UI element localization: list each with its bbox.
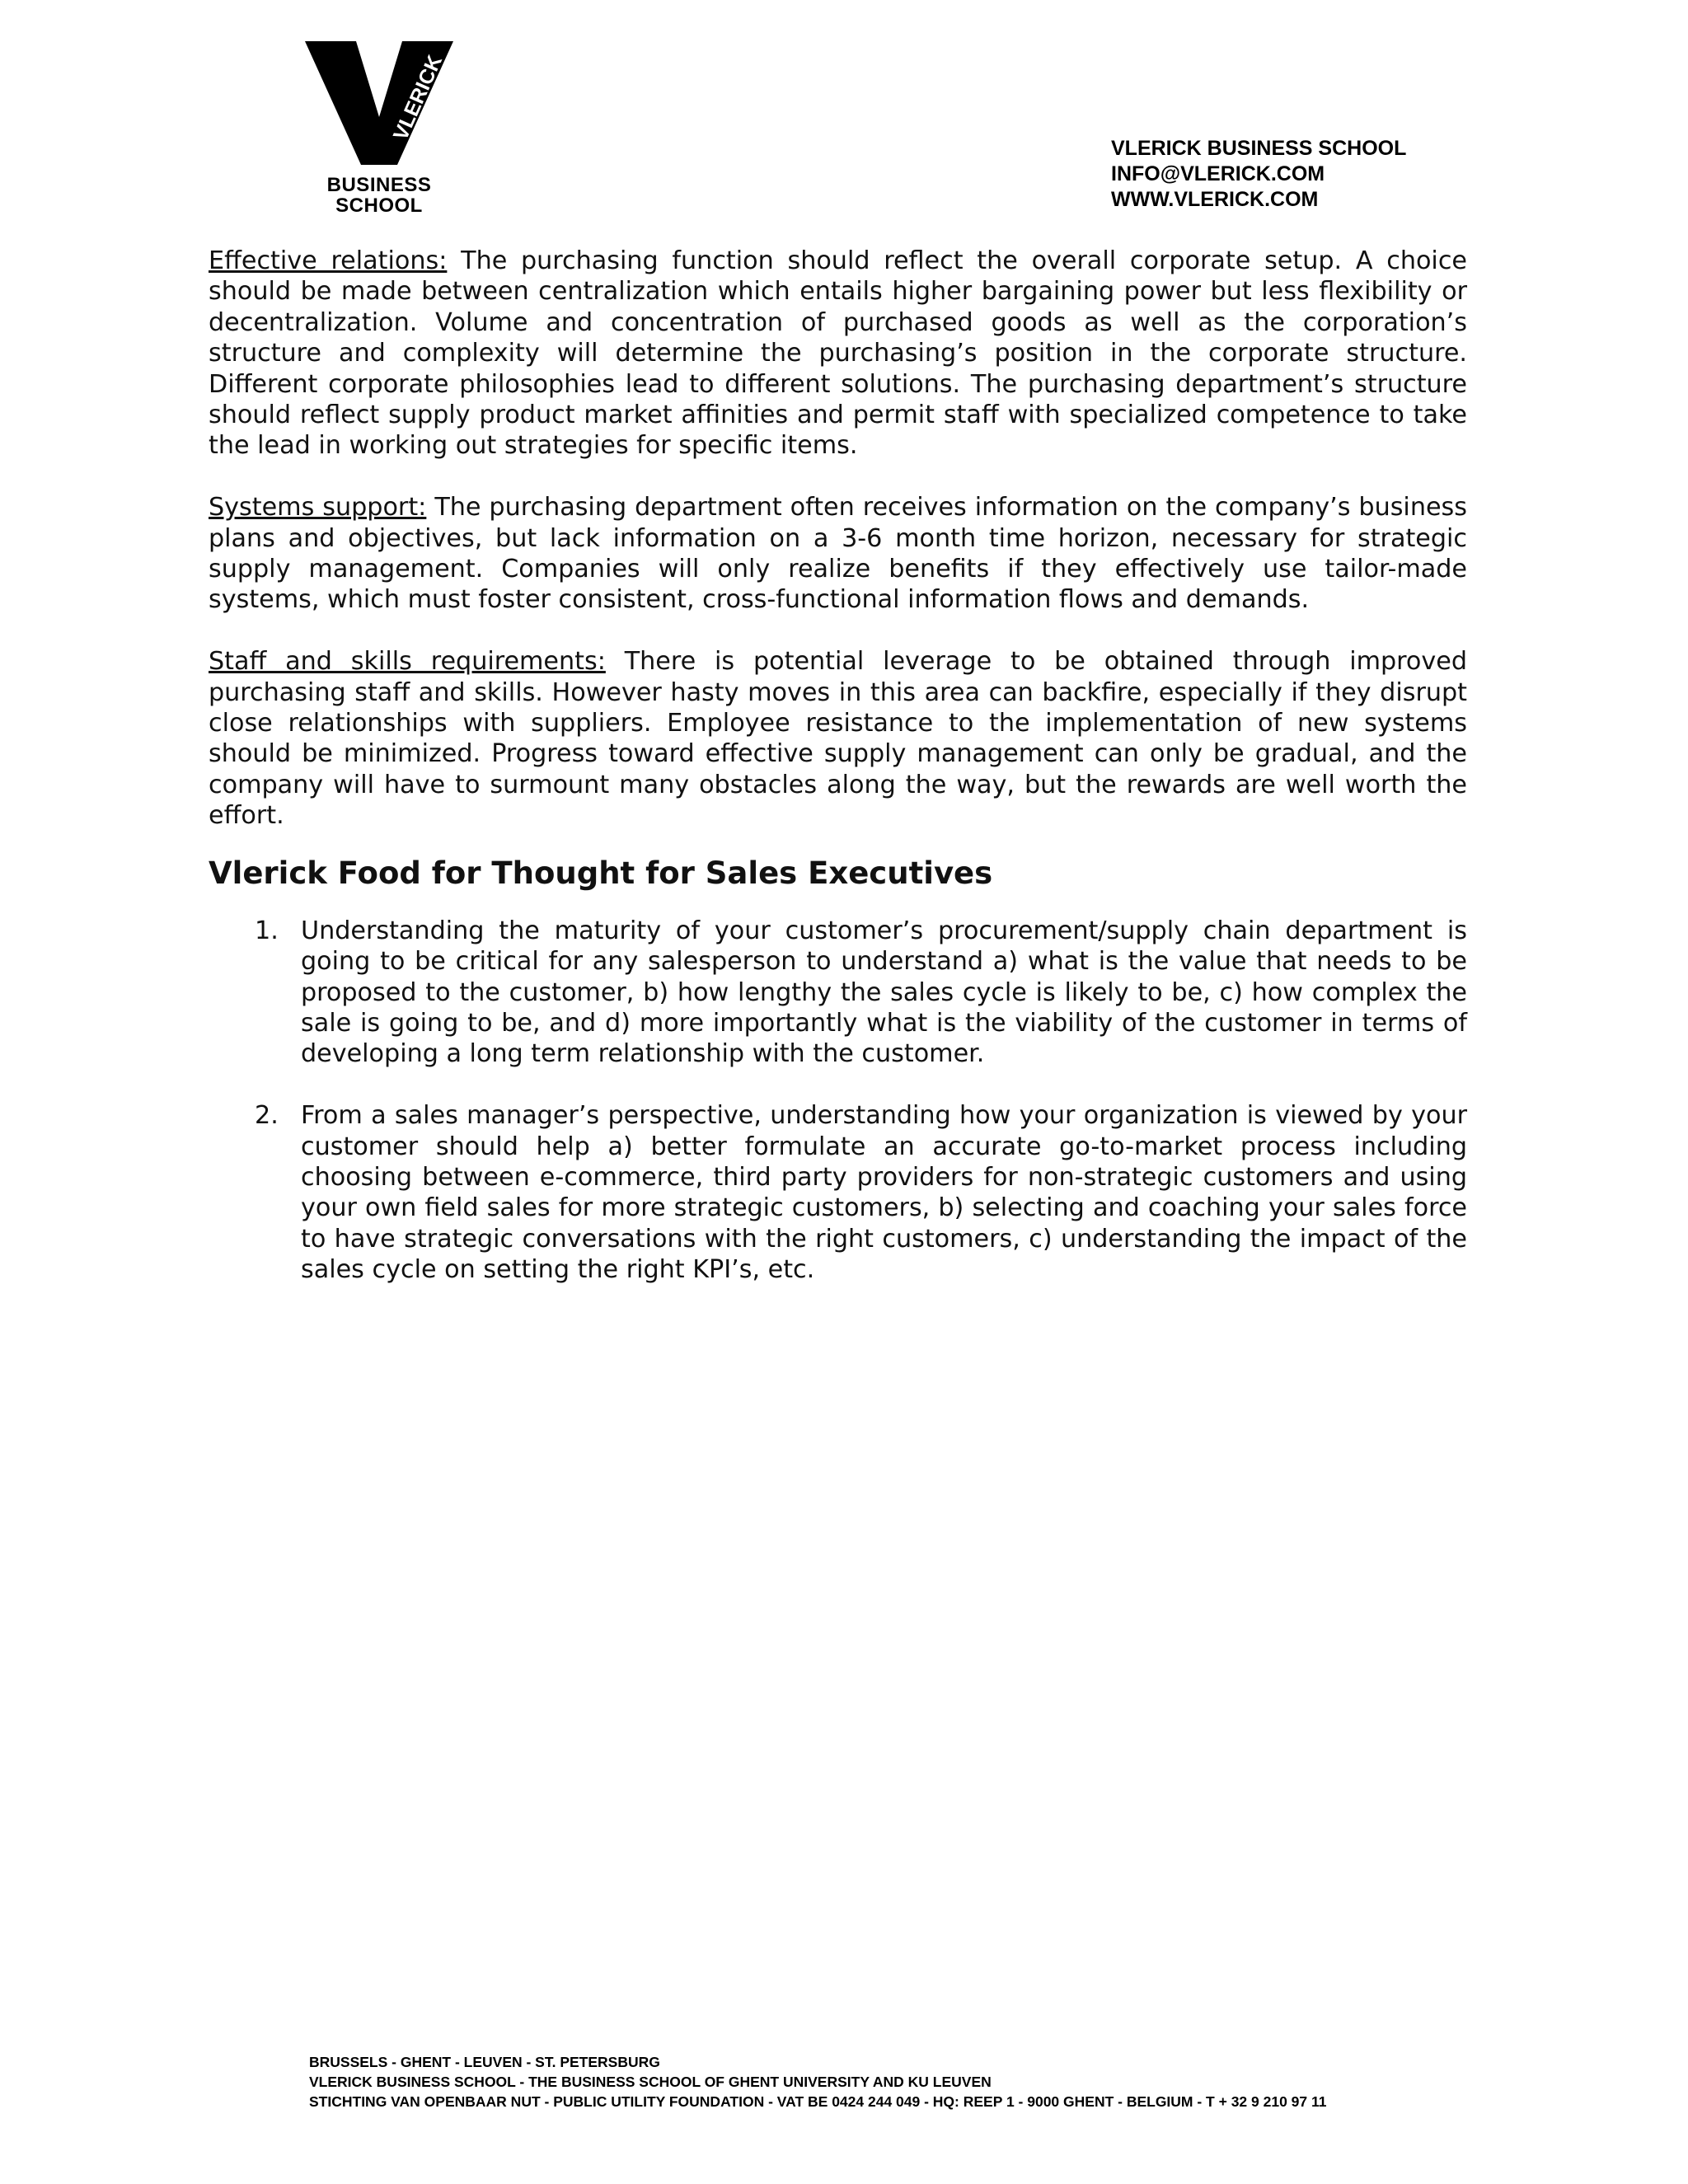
section-heading: Vlerick Food for Thought for Sales Executives (209, 855, 993, 891)
thoughts-list (209, 916, 1467, 1286)
logo-line-business: BUSINESS (326, 174, 432, 196)
section-effective-relations (209, 246, 1467, 462)
footer-legal: STICHTING VAN OPENBAAR NUT - PUBLIC UTILITY FOUNDATION - VAT BE 0424 244 049 - HQ: REEP 1 - 9000 GHENT - BELGIUM - T + 32 9 210 97 11 (309, 2093, 1327, 2110)
list-item-number: 2. (255, 1101, 279, 1131)
logo-line-school: SCHOOL (335, 194, 423, 217)
section-text: There is potential leverage to be obtained through improved purchasing staff and skills. However hasty moves in this area can backfire, especially if they disrupt close relationships with suppliers. Employee resistance to the implementation of new systems should be minimized. Progress toward effective supply management can only be gradual, and the company will have to surmount many obstacles along the way, but the rewards are well worth the effort. (209, 647, 1467, 831)
list-item (209, 916, 1467, 1070)
document-body (209, 246, 1467, 1316)
footer-school: VLERICK BUSINESS SCHOOL - THE BUSINESS SCHOOL OF GHENT UNIVERSITY AND KU LEUVEN (309, 2074, 992, 2090)
section-label: Systems support: (209, 493, 427, 523)
list-item (209, 1100, 1467, 1285)
list-item-text: Understanding the maturity of your customer’s procurement/supply chain department is going to be critical for any salesperson to understand a) what is the value that needs to be proposed to the customer, b) how lengthy the sales cycle is likely to be, c) how complex the sale is going to be, and d) more importantly what is the viability of the customer in terms of developing a long term relationship with the customer. (301, 916, 1467, 1069)
section-systems-support (209, 492, 1467, 616)
list-item-text: From a sales manager’s perspective, understanding how your organization is viewed by your customer should help a) better formulate an accurate go-to-market process including choosing between e-commerce, third party providers for non-strategic customers and using your own field sales for more strategic customers, b) selecting and coaching your sales force to have strategic conversations with the right customers, c) understanding the impact of the sales cycle on setting the right KPI’s, etc. (301, 1101, 1467, 1285)
contact-website: WWW.VLERICK.COM (1111, 188, 1319, 211)
vlerick-logo (305, 41, 453, 217)
contact-block (1111, 136, 1406, 213)
section-label: Effective relations: (209, 246, 448, 275)
list-item-number: 1. (255, 916, 279, 945)
section-label: Staff and skills requirements: (209, 647, 606, 677)
section-text: The purchasing department often receives information on the company’s business plans and objectives, but lack information on a 3-6 month time horizon, necessary for strategic supply management. Companies will only realize benefits if they effectively use tailor-made systems, which must foster consistent, cross-functional information flows and demands. (209, 493, 1467, 615)
vlerick-v-mark-icon (305, 41, 453, 173)
contact-email: INFO@VLERICK.COM (1111, 162, 1325, 185)
page-footer (309, 2052, 1327, 2111)
contact-name: VLERICK BUSINESS SCHOOL (1111, 137, 1407, 160)
section-staff-skills (209, 646, 1467, 831)
footer-locations: BRUSSELS - GHENT - LEUVEN - ST. PETERSBURG (309, 2054, 660, 2070)
logo-wordmark: VLERICK (388, 51, 448, 144)
section-text: The purchasing function should reflect the overall corporate setup. A choice should be made between centralization which entails higher bargaining power but less flexibility or decentralization. Volume and concentration of purchased goods as well as the corporation’s structure and complexity will determine the purchasing’s position in the corporate structure. Different corporate philosophies lead to different solutions. The purchasing department’s structure should reflect supply product market affinities and permit staff with specialized competence to take the lead in working out strategies for specific items. (209, 246, 1467, 461)
